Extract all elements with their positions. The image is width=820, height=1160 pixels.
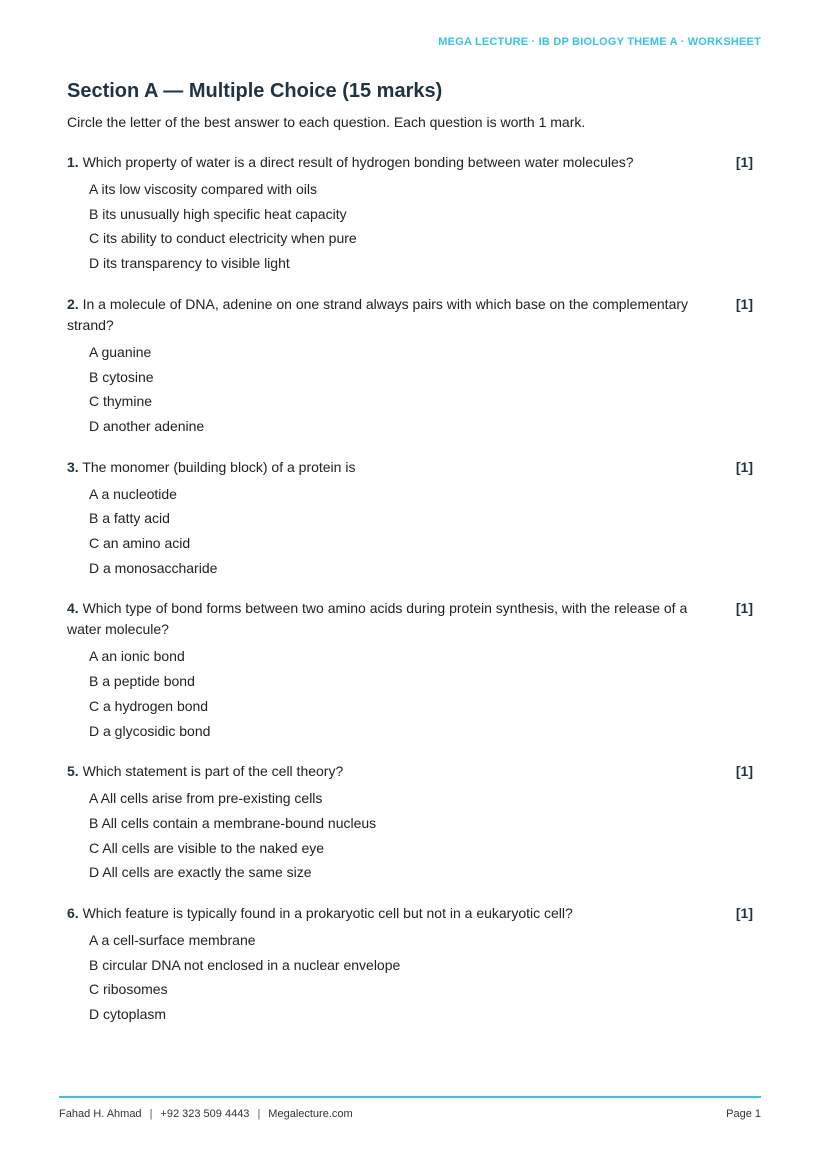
footer-separator: |: [149, 1108, 153, 1120]
question-text: Which statement is part of the cell theory?: [82, 763, 344, 780]
question-stem: [67, 152, 753, 173]
page-number: Page 1: [726, 1108, 761, 1120]
option-d[interactable]: D cytoplasm: [89, 1006, 167, 1023]
question-marks: [1]: [735, 600, 753, 617]
footer-divider: [59, 1096, 761, 1098]
option-list: [67, 644, 753, 743]
option-list: [67, 340, 753, 439]
option-b[interactable]: B a fatty acid: [89, 510, 170, 527]
option-a[interactable]: A its low viscosity compared with oils: [89, 181, 317, 197]
option-c[interactable]: C All cells are visible to the naked eye: [89, 839, 325, 856]
option-b[interactable]: B its unusually high specific heat capacity: [89, 205, 347, 222]
option-d[interactable]: D a glycosidic bond: [89, 722, 211, 739]
question-text: The monomer (building block) of a protein is: [82, 458, 356, 475]
option-list: [67, 928, 753, 1027]
question-marks: [1]: [735, 905, 753, 922]
question-text: Which property of water is a direct result of hydrogen bonding between water molecules?: [82, 154, 634, 170]
option-d[interactable]: D All cells are exactly the same size: [89, 864, 312, 881]
question-number: 1.: [67, 154, 79, 170]
option-c[interactable]: C ribosomes: [89, 981, 168, 998]
option-d[interactable]: D another adenine: [89, 417, 205, 434]
question-marks: [1]: [735, 763, 753, 780]
question-marks: [1]: [735, 458, 753, 475]
option-a[interactable]: A guanine: [89, 343, 152, 360]
footer-contact: [59, 1108, 353, 1120]
option-b[interactable]: B cytosine: [89, 368, 154, 385]
question-number: 2.: [67, 295, 79, 312]
footer-phone: +92 323 509 4443: [160, 1108, 250, 1120]
option-c[interactable]: C thymine: [89, 393, 153, 410]
footer-website[interactable]: Megalecture.com: [268, 1108, 353, 1120]
question-4: [67, 598, 753, 743]
option-a[interactable]: A an ionic bond: [89, 648, 185, 665]
option-list: [67, 482, 753, 581]
footer-author: Fahad H. Ahmad: [59, 1108, 142, 1120]
question-marks: [1]: [735, 154, 753, 170]
option-c[interactable]: C its ability to conduct electricity when pure: [89, 230, 357, 247]
option-a[interactable]: A a nucleotide: [89, 485, 177, 502]
option-b[interactable]: B All cells contain a membrane-bound nucleus: [89, 814, 377, 831]
question-6: [67, 903, 753, 1027]
footer-separator: |: [257, 1108, 261, 1120]
option-a[interactable]: A a cell-surface membrane: [89, 932, 256, 949]
question-marks: [1]: [735, 295, 753, 312]
question-5: [67, 761, 753, 885]
question-number: 6.: [67, 905, 79, 922]
instructions: Circle the letter of the best answer to each question. Each question is worth 1 mark.: [67, 114, 586, 130]
question-2: [67, 294, 753, 439]
question-stem: [67, 598, 753, 640]
option-c[interactable]: C an amino acid: [89, 535, 191, 552]
question-list: [67, 152, 753, 1045]
question-1: [67, 152, 753, 276]
question-number: 4.: [67, 600, 79, 617]
question-text: In a molecule of DNA, adenine on one strand always pairs with which base on the complementary strand?: [67, 295, 689, 333]
option-list: [67, 786, 753, 885]
question-number: 3.: [67, 458, 79, 475]
option-d[interactable]: D its transparency to visible light: [89, 255, 290, 272]
option-d[interactable]: D a monosaccharide: [89, 559, 218, 576]
option-c[interactable]: C a hydrogen bond: [89, 697, 209, 714]
question-stem: [67, 903, 753, 924]
question-stem: [67, 761, 753, 782]
question-stem: [67, 457, 753, 478]
option-b[interactable]: B a peptide bond: [89, 673, 195, 690]
question-3: [67, 457, 753, 581]
question-text: Which type of bond forms between two amino acids during protein synthesis, with the release of a water molecule?: [67, 600, 688, 638]
question-text: Which feature is typically found in a prokaryotic cell but not in a eukaryotic cell?: [82, 905, 573, 922]
running-header: MEGA LECTURE · IB DP BIOLOGY THEME A · WORKSHEET: [438, 36, 761, 48]
option-a[interactable]: A All cells arise from pre-existing cells: [89, 790, 323, 807]
option-b[interactable]: B circular DNA not enclosed in a nuclear envelope: [89, 956, 401, 973]
question-number: 5.: [67, 763, 79, 780]
section-title: Section A — Multiple Choice (15 marks): [67, 80, 443, 102]
question-stem: [67, 294, 753, 336]
option-list: [67, 177, 753, 276]
